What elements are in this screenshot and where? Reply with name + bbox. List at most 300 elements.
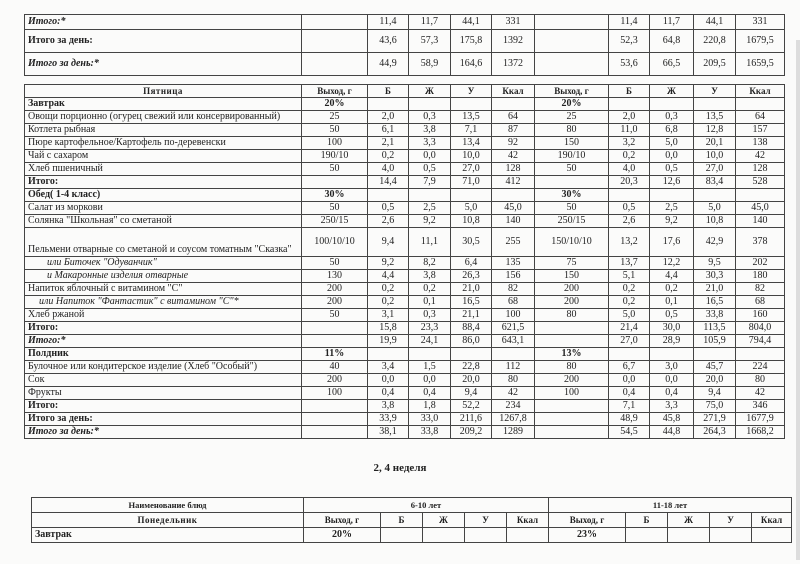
- col-header-fat: Ж: [650, 85, 694, 98]
- col-header-protein: Б: [368, 85, 409, 98]
- page-edge-shadow: [796, 40, 800, 560]
- age-11-18-fat: 5,0: [650, 137, 694, 150]
- table-row: [25, 322, 785, 335]
- age-6-10-carbs: 209,2: [451, 426, 492, 439]
- age-11-18-fat: 0,1: [650, 296, 694, 309]
- age-11-18-carbs: [694, 348, 736, 361]
- age-group-11-18: 11-18 лет: [549, 498, 792, 513]
- col-header-carbs: У: [465, 513, 507, 528]
- age-6-10-fat: 8,2: [409, 257, 451, 270]
- age-11-18-protein: 27,0: [609, 335, 650, 348]
- age-11-18-protein: 0,2: [609, 296, 650, 309]
- dish-name: Хлеб пшеничный: [25, 163, 302, 176]
- age-11-18-carbs: 21,0: [694, 283, 736, 296]
- age-6-10-yield: [302, 30, 368, 53]
- col-header-carbs: У: [451, 85, 492, 98]
- age-6-10-fat: 0,3: [409, 309, 451, 322]
- age-11-18-carbs: 44,1: [694, 15, 736, 30]
- table-row: [32, 528, 792, 543]
- dish-name: Итого:*: [25, 335, 302, 348]
- col-header-yield: Выход, г: [549, 513, 626, 528]
- age-11-18-protein: 53,6: [609, 53, 650, 76]
- age-6-10-protein: 3,1: [368, 309, 409, 322]
- age-11-18-carbs: 220,8: [694, 30, 736, 53]
- age-11-18-protein: 11,0: [609, 124, 650, 137]
- age-11-18-fat: 0,5: [650, 309, 694, 322]
- age-11-18-yield: 80: [535, 361, 609, 374]
- table-row: [25, 400, 785, 413]
- col-header-kcal: Ккал: [736, 85, 785, 98]
- age-6-10-carbs: 13,5: [451, 111, 492, 124]
- age-11-18-fat: [650, 189, 694, 202]
- age-11-18-carbs: 9,5: [694, 257, 736, 270]
- age-11-18-protein: 20,3: [609, 176, 650, 189]
- age-11-18-yield: 80: [535, 124, 609, 137]
- age-6-10-kcal: 45,0: [492, 202, 535, 215]
- age-11-18-fat: 9,2: [650, 215, 694, 228]
- age-11-18-kcal: 160: [736, 309, 785, 322]
- age-6-10-protein: 2,0: [368, 111, 409, 124]
- age-11-18-protein: [626, 528, 668, 543]
- age-6-10-yield: 250/15: [302, 215, 368, 228]
- age-11-18-protein: 6,7: [609, 361, 650, 374]
- age-6-10-fat: 1,8: [409, 400, 451, 413]
- age-6-10-protein: [381, 528, 423, 543]
- age-11-18-carbs: 27,0: [694, 163, 736, 176]
- age-11-18-kcal: 331: [736, 15, 785, 30]
- age-11-18-yield: 150: [535, 270, 609, 283]
- age-11-18-fat: 45,8: [650, 413, 694, 426]
- age-6-10-protein: 44,9: [368, 53, 409, 76]
- dish-name: Завтрак: [32, 528, 304, 543]
- age-11-18-yield: 200: [535, 374, 609, 387]
- age-11-18-yield: 30%: [535, 189, 609, 202]
- age-6-10-carbs: 88,4: [451, 322, 492, 335]
- age-11-18-protein: 21,4: [609, 322, 650, 335]
- age-11-18-yield: 100: [535, 387, 609, 400]
- table-row: [25, 228, 785, 257]
- age-11-18-kcal: 80: [736, 374, 785, 387]
- age-6-10-yield: 40: [302, 361, 368, 374]
- age-6-10-fat: 0,2: [409, 283, 451, 296]
- age-6-10-protein: [368, 348, 409, 361]
- table-row: [25, 283, 785, 296]
- age-6-10-carbs: [465, 528, 507, 543]
- age-11-18-yield: 150: [535, 137, 609, 150]
- age-6-10-yield: [302, 176, 368, 189]
- age-11-18-fat: [650, 98, 694, 111]
- age-6-10-yield: 200: [302, 283, 368, 296]
- dish-name: Салат из моркови: [25, 202, 302, 215]
- table-row: [25, 30, 785, 53]
- age-11-18-carbs: 13,5: [694, 111, 736, 124]
- age-6-10-carbs: 21,0: [451, 283, 492, 296]
- age-6-10-carbs: 52,2: [451, 400, 492, 413]
- age-6-10-fat: 11,7: [409, 15, 451, 30]
- age-6-10-fat: 0,3: [409, 111, 451, 124]
- age-6-10-carbs: 6,4: [451, 257, 492, 270]
- age-6-10-kcal: 1392: [492, 30, 535, 53]
- age-6-10-protein: 3,8: [368, 400, 409, 413]
- age-6-10-kcal: [492, 98, 535, 111]
- dish-name: Итого за день:*: [25, 426, 302, 439]
- age-6-10-carbs: 10,8: [451, 215, 492, 228]
- age-11-18-protein: 0,5: [609, 202, 650, 215]
- col-header-carbs: У: [694, 85, 736, 98]
- age-11-18-yield: 200: [535, 283, 609, 296]
- age-11-18-fat: [668, 528, 710, 543]
- age-6-10-carbs: 20,0: [451, 374, 492, 387]
- dish-name: Полдник: [25, 348, 302, 361]
- age-6-10-fat: 0,5: [409, 163, 451, 176]
- age-11-18-kcal: 82: [736, 283, 785, 296]
- col-header-protein: Б: [609, 85, 650, 98]
- age-6-10-fat: 0,0: [409, 150, 451, 163]
- age-6-10-protein: 15,8: [368, 322, 409, 335]
- age-6-10-yield: [302, 53, 368, 76]
- age-11-18-kcal: 157: [736, 124, 785, 137]
- dish-name: Булочное или кондитерское изделие (Хлеб "Особый"): [25, 361, 302, 374]
- age-6-10-yield: 50: [302, 124, 368, 137]
- age-11-18-carbs: 10,0: [694, 150, 736, 163]
- col-header-protein: Б: [626, 513, 668, 528]
- age-6-10-fat: [409, 348, 451, 361]
- age-11-18-yield: 50: [535, 163, 609, 176]
- age-6-10-kcal: 128: [492, 163, 535, 176]
- age-6-10-kcal: 621,5: [492, 322, 535, 335]
- table-row: [25, 361, 785, 374]
- age-6-10-protein: 0,5: [368, 202, 409, 215]
- table-row: [25, 176, 785, 189]
- age-11-18-carbs: 16,5: [694, 296, 736, 309]
- age-6-10-kcal: 112: [492, 361, 535, 374]
- age-6-10-carbs: 13,4: [451, 137, 492, 150]
- age-6-10-yield: [302, 322, 368, 335]
- age-6-10-fat: [409, 98, 451, 111]
- col-header-fat: Ж: [423, 513, 465, 528]
- age-6-10-carbs: 44,1: [451, 15, 492, 30]
- dish-name: Пюре картофельное/Картофель по-деревенски: [25, 137, 302, 150]
- age-11-18-yield: [535, 30, 609, 53]
- age-6-10-kcal: 331: [492, 15, 535, 30]
- age-11-18-carbs: 209,5: [694, 53, 736, 76]
- dish-name: и Макаронные изделия отварные: [25, 270, 302, 283]
- dish-name: Итого за день:*: [25, 53, 302, 76]
- col-header-yield: Выход, г: [535, 85, 609, 98]
- dish-name: Фрукты: [25, 387, 302, 400]
- age-6-10-yield: 50: [302, 202, 368, 215]
- header-row: [32, 513, 792, 528]
- age-6-10-fat: 0,0: [409, 374, 451, 387]
- age-11-18-fat: 6,8: [650, 124, 694, 137]
- age-6-10-kcal: 643,1: [492, 335, 535, 348]
- age-6-10-carbs: 21,1: [451, 309, 492, 322]
- week-title: 2, 4 неделя: [373, 462, 427, 474]
- dish-name: Итого за день:: [25, 30, 302, 53]
- age-11-18-kcal: 64: [736, 111, 785, 124]
- dish-name: Завтрак: [25, 98, 302, 111]
- table-row: [25, 15, 785, 30]
- age-11-18-protein: 54,5: [609, 426, 650, 439]
- age-11-18-yield: [535, 426, 609, 439]
- age-11-18-yield: 20%: [535, 98, 609, 111]
- col-header-carbs: У: [710, 513, 752, 528]
- age-6-10-kcal: 412: [492, 176, 535, 189]
- age-6-10-kcal: [507, 528, 549, 543]
- age-6-10-fat: 3,3: [409, 137, 451, 150]
- age-6-10-fat: 58,9: [409, 53, 451, 76]
- age-group-6-10: 6-10 лет: [304, 498, 549, 513]
- age-6-10-kcal: 42: [492, 387, 535, 400]
- age-6-10-protein: [368, 189, 409, 202]
- age-11-18-protein: 4,0: [609, 163, 650, 176]
- age-11-18-kcal: 1677,9: [736, 413, 785, 426]
- age-6-10-protein: 4,0: [368, 163, 409, 176]
- col-header-yield: Выход, г: [304, 513, 381, 528]
- age-11-18-carbs: 45,7: [694, 361, 736, 374]
- age-11-18-yield: [535, 413, 609, 426]
- age-6-10-yield: 20%: [304, 528, 381, 543]
- age-11-18-fat: 12,6: [650, 176, 694, 189]
- table-row: [25, 426, 785, 439]
- age-6-10-kcal: 1267,8: [492, 413, 535, 426]
- age-11-18-protein: [609, 189, 650, 202]
- age-11-18-protein: 2,6: [609, 215, 650, 228]
- age-11-18-kcal: [736, 348, 785, 361]
- table-row: [25, 202, 785, 215]
- table-row: [25, 53, 785, 76]
- age-6-10-kcal: 82: [492, 283, 535, 296]
- age-6-10-protein: [368, 98, 409, 111]
- age-11-18-protein: 11,4: [609, 15, 650, 30]
- age-11-18-protein: [609, 98, 650, 111]
- age-6-10-carbs: 10,0: [451, 150, 492, 163]
- age-11-18-protein: [609, 348, 650, 361]
- col-header-kcal: Ккал: [492, 85, 535, 98]
- table-row: [25, 124, 785, 137]
- dish-name: Напиток яблочный с витамином "С": [25, 283, 302, 296]
- age-6-10-yield: 25: [302, 111, 368, 124]
- age-11-18-carbs: 33,8: [694, 309, 736, 322]
- age-group-row: [32, 498, 792, 513]
- age-11-18-carbs: 30,3: [694, 270, 736, 283]
- age-6-10-fat: [409, 189, 451, 202]
- age-11-18-protein: 48,9: [609, 413, 650, 426]
- age-6-10-kcal: 156: [492, 270, 535, 283]
- col-header-fat: Ж: [409, 85, 451, 98]
- age-11-18-kcal: 202: [736, 257, 785, 270]
- age-11-18-protein: 13,7: [609, 257, 650, 270]
- age-11-18-protein: 0,2: [609, 283, 650, 296]
- age-11-18-fat: 30,0: [650, 322, 694, 335]
- age-11-18-yield: 13%: [535, 348, 609, 361]
- age-11-18-fat: 0,4: [650, 387, 694, 400]
- age-11-18-kcal: 224: [736, 361, 785, 374]
- age-11-18-protein: 52,3: [609, 30, 650, 53]
- age-6-10-kcal: 68: [492, 296, 535, 309]
- age-6-10-fat: 33,8: [409, 426, 451, 439]
- table-row: [25, 413, 785, 426]
- age-6-10-kcal: 92: [492, 137, 535, 150]
- age-6-10-kcal: [492, 348, 535, 361]
- age-11-18-fat: 0,0: [650, 374, 694, 387]
- age-11-18-protein: 3,2: [609, 137, 650, 150]
- table-row: [25, 296, 785, 309]
- age-11-18-carbs: [694, 98, 736, 111]
- age-6-10-fat: 3,8: [409, 270, 451, 283]
- age-6-10-yield: [302, 400, 368, 413]
- age-11-18-carbs: [710, 528, 752, 543]
- age-6-10-yield: 50: [302, 309, 368, 322]
- age-11-18-carbs: [694, 189, 736, 202]
- age-6-10-carbs: 30,5: [451, 228, 492, 257]
- table-row: [25, 215, 785, 228]
- age-11-18-yield: [535, 176, 609, 189]
- age-11-18-fat: 0,2: [650, 283, 694, 296]
- age-6-10-kcal: 100: [492, 309, 535, 322]
- age-6-10-protein: 33,9: [368, 413, 409, 426]
- age-6-10-yield: 20%: [302, 98, 368, 111]
- age-11-18-yield: 25: [535, 111, 609, 124]
- age-11-18-carbs: 75,0: [694, 400, 736, 413]
- age-11-18-carbs: 113,5: [694, 322, 736, 335]
- age-11-18-protein: 0,2: [609, 150, 650, 163]
- age-6-10-kcal: [492, 189, 535, 202]
- age-6-10-protein: 19,9: [368, 335, 409, 348]
- dish-name: Чай с сахаром: [25, 150, 302, 163]
- table-row: [25, 387, 785, 400]
- age-11-18-fat: 66,5: [650, 53, 694, 76]
- age-11-18-kcal: 42: [736, 387, 785, 400]
- age-6-10-protein: 9,2: [368, 257, 409, 270]
- age-11-18-carbs: 5,0: [694, 202, 736, 215]
- age-6-10-kcal: 135: [492, 257, 535, 270]
- age-11-18-kcal: 1679,5: [736, 30, 785, 53]
- age-6-10-carbs: 175,8: [451, 30, 492, 53]
- day-name: Понедельник: [32, 513, 304, 528]
- dish-name: Сок: [25, 374, 302, 387]
- friday-menu-table: [24, 84, 785, 439]
- age-6-10-fat: 9,2: [409, 215, 451, 228]
- dish-name: Итого:: [25, 322, 302, 335]
- age-11-18-kcal: 528: [736, 176, 785, 189]
- age-11-18-yield: [535, 53, 609, 76]
- day-name: Пятница: [25, 85, 302, 98]
- table-row: [25, 348, 785, 361]
- age-11-18-fat: 0,3: [650, 111, 694, 124]
- age-6-10-yield: 100/10/10: [302, 228, 368, 257]
- age-6-10-yield: 200: [302, 296, 368, 309]
- age-6-10-protein: 3,4: [368, 361, 409, 374]
- col-header-yield: Выход, г: [302, 85, 368, 98]
- age-11-18-yield: 150/10/10: [535, 228, 609, 257]
- age-6-10-yield: [302, 413, 368, 426]
- dish-name: Итого:: [25, 400, 302, 413]
- age-6-10-fat: 23,3: [409, 322, 451, 335]
- age-6-10-carbs: [451, 348, 492, 361]
- age-11-18-kcal: [736, 189, 785, 202]
- age-11-18-fat: [650, 348, 694, 361]
- age-6-10-protein: 2,1: [368, 137, 409, 150]
- age-6-10-fat: 57,3: [409, 30, 451, 53]
- col-header-protein: Б: [381, 513, 423, 528]
- age-6-10-fat: 1,5: [409, 361, 451, 374]
- age-11-18-kcal: 1659,5: [736, 53, 785, 76]
- age-6-10-protein: 0,2: [368, 150, 409, 163]
- dish-name-header: Наименование блюд: [32, 498, 304, 513]
- table-row: [25, 374, 785, 387]
- age-6-10-fat: [423, 528, 465, 543]
- age-6-10-yield: 100: [302, 387, 368, 400]
- age-11-18-fat: 3,0: [650, 361, 694, 374]
- age-11-18-kcal: 346: [736, 400, 785, 413]
- age-6-10-carbs: 9,4: [451, 387, 492, 400]
- age-6-10-protein: 0,2: [368, 296, 409, 309]
- age-6-10-yield: 190/10: [302, 150, 368, 163]
- age-11-18-yield: 190/10: [535, 150, 609, 163]
- age-11-18-kcal: 42: [736, 150, 785, 163]
- age-6-10-yield: [302, 335, 368, 348]
- age-11-18-yield: [535, 335, 609, 348]
- age-11-18-carbs: 42,9: [694, 228, 736, 257]
- age-11-18-carbs: 12,8: [694, 124, 736, 137]
- age-6-10-kcal: 1289: [492, 426, 535, 439]
- age-11-18-protein: 5,1: [609, 270, 650, 283]
- age-6-10-carbs: [451, 98, 492, 111]
- dish-name: Овощи порционно (огурец свежий или консервированный): [25, 111, 302, 124]
- age-11-18-yield: [535, 15, 609, 30]
- age-6-10-yield: 50: [302, 257, 368, 270]
- age-11-18-carbs: 9,4: [694, 387, 736, 400]
- age-6-10-yield: 11%: [302, 348, 368, 361]
- dish-name: Обед( 1-4 класс): [25, 189, 302, 202]
- age-11-18-kcal: 140: [736, 215, 785, 228]
- dish-name: Итого:*: [25, 15, 302, 30]
- age-11-18-fat: 3,3: [650, 400, 694, 413]
- age-11-18-fat: 28,9: [650, 335, 694, 348]
- age-6-10-protein: 38,1: [368, 426, 409, 439]
- age-11-18-carbs: 83,4: [694, 176, 736, 189]
- age-11-18-carbs: 10,8: [694, 215, 736, 228]
- dish-name: Котлета рыбная: [25, 124, 302, 137]
- col-header-fat: Ж: [668, 513, 710, 528]
- dish-name: Пельмени отварные со сметаной и соусом томатным "Сказка": [25, 228, 302, 257]
- age-6-10-yield: 130: [302, 270, 368, 283]
- age-11-18-fat: 2,5: [650, 202, 694, 215]
- monday-menu-table: [31, 497, 792, 543]
- age-11-18-fat: 4,4: [650, 270, 694, 283]
- age-6-10-carbs: 7,1: [451, 124, 492, 137]
- age-11-18-kcal: [752, 528, 792, 543]
- age-6-10-protein: 14,4: [368, 176, 409, 189]
- age-11-18-kcal: 804,0: [736, 322, 785, 335]
- age-11-18-carbs: 20,0: [694, 374, 736, 387]
- age-6-10-protein: 0,0: [368, 374, 409, 387]
- age-6-10-kcal: 140: [492, 215, 535, 228]
- table-row: [25, 150, 785, 163]
- age-6-10-fat: 0,4: [409, 387, 451, 400]
- header-row: [25, 85, 785, 98]
- age-11-18-yield: 50: [535, 202, 609, 215]
- dish-name: Итого за день:: [25, 413, 302, 426]
- age-6-10-fat: 2,5: [409, 202, 451, 215]
- age-6-10-protein: 0,2: [368, 283, 409, 296]
- age-11-18-protein: 7,1: [609, 400, 650, 413]
- age-6-10-fat: 11,1: [409, 228, 451, 257]
- age-11-18-kcal: 128: [736, 163, 785, 176]
- age-6-10-kcal: 42: [492, 150, 535, 163]
- col-header-kcal: Ккал: [752, 513, 792, 528]
